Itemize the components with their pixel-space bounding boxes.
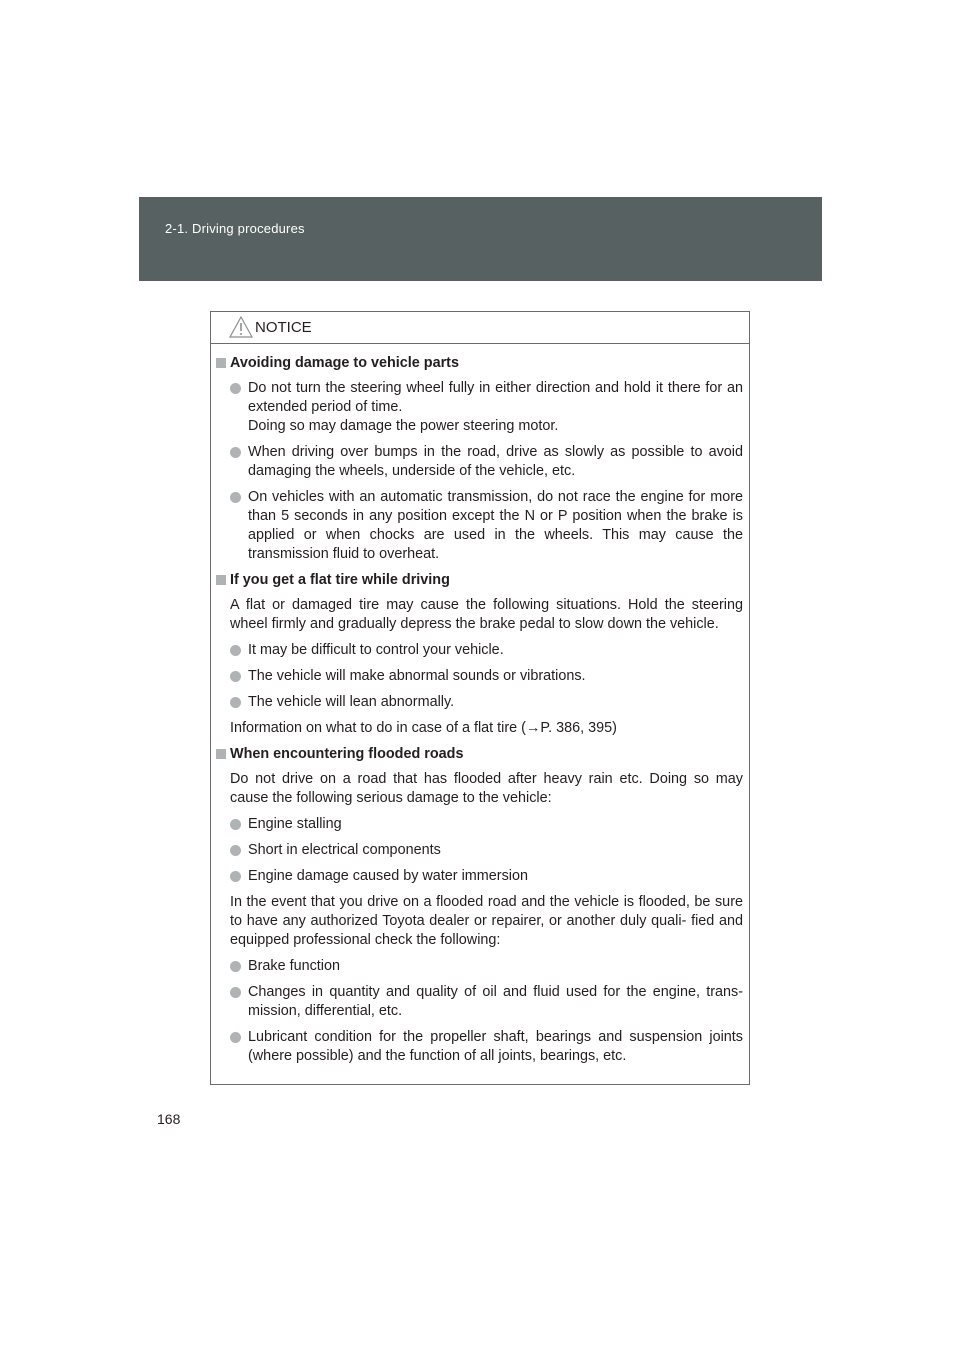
round-bullet-icon [230,845,241,856]
bullet-item [216,1028,743,1066]
bullet-item [216,693,743,712]
section-heading-text: If you get a flat tire while driving [230,572,450,588]
text-line: It may be difficult to control your vehicle. [248,642,504,658]
round-bullet-icon [230,671,241,682]
text-line: Engine damage caused by water immersion [248,868,528,884]
text-line: The vehicle will lean abnormally. [248,694,455,710]
text-line: In the event that you drive on a flooded road and the vehicle is flooded, be sure to have any authorized Toyota dealer or repairer, or another duly quali- fied and equipped professional check the following: [230,894,743,948]
warning-triangle-icon [229,316,253,338]
paragraph [216,770,743,808]
section-heading [216,354,743,373]
bullet-item [216,867,743,886]
text-line: Changes in quantity and quality of oil and fluid used for the engine, trans- mission, differential, etc. [248,984,743,1019]
round-bullet-icon [230,697,241,708]
notice-content [211,344,749,1066]
section-heading-text: When encountering flooded roads [230,746,464,762]
round-bullet-icon [230,871,241,882]
bullet-item [216,488,743,564]
round-bullet-icon [230,645,241,656]
bullet-item [216,815,743,834]
bullet-item [216,841,743,860]
section-heading-text: Avoiding damage to vehicle parts [230,355,459,371]
text-line: On vehicles with an automatic transmission, do not race the engine for more than 5 seconds in any position except the N or P position when the brake is applied or when chocks are used in the wheels. This may cause the transmission fluid to overheat. [248,489,743,562]
text-line: A flat or damaged tire may cause the following situations. Hold the steering wheel firmly and gradually depress the brake pedal to slow down the vehicle. [230,597,743,632]
text-line: Lubricant condition for the propeller shaft, bearings and suspension joints (where possible) and the function of all joints, bearings, etc. [248,1029,743,1064]
paragraph [216,893,743,950]
square-bullet-icon [216,358,226,368]
text-line: Doing so may damage the power steering motor. [248,418,559,434]
round-bullet-icon [230,492,241,503]
text-line: Short in electrical components [248,842,441,858]
round-bullet-icon [230,961,241,972]
square-bullet-icon [216,575,226,585]
square-bullet-icon [216,749,226,759]
round-bullet-icon [230,383,241,394]
section-title: 2-1. Driving procedures [165,221,305,236]
text-line: The vehicle will make abnormal sounds or vibrations. [248,668,586,684]
bullet-item [216,667,743,686]
bullet-item [216,641,743,660]
paragraph [216,719,743,738]
text-line: Engine stalling [248,816,342,832]
section-heading [216,571,743,590]
bullet-item [216,983,743,1021]
bullet-item [216,379,743,436]
page-number: 168 [157,1111,181,1127]
notice-header [211,312,749,344]
notice-title: NOTICE [255,319,312,336]
round-bullet-icon [230,447,241,458]
text-line: Brake function [248,958,340,974]
text-line: When driving over bumps in the road, drive as slowly as possible to avoid damaging the wheels, underside of the vehicle, etc. [248,444,743,479]
round-bullet-icon [230,987,241,998]
bullet-item [216,957,743,976]
round-bullet-icon [230,819,241,830]
text-line: Information on what to do in case of a flat tire (→P. 386, 395) [230,720,617,736]
bullet-item [216,443,743,481]
round-bullet-icon [230,1032,241,1043]
section-header-band [139,197,822,281]
notice-box [210,311,750,1085]
text-line: Do not drive on a road that has flooded after heavy rain etc. Doing so may cause the following serious damage to the vehicle: [230,771,743,806]
section-heading [216,745,743,764]
paragraph [216,596,743,634]
text-line: Do not turn the steering wheel fully in either direction and hold it there for an extended period of time. [248,380,743,415]
